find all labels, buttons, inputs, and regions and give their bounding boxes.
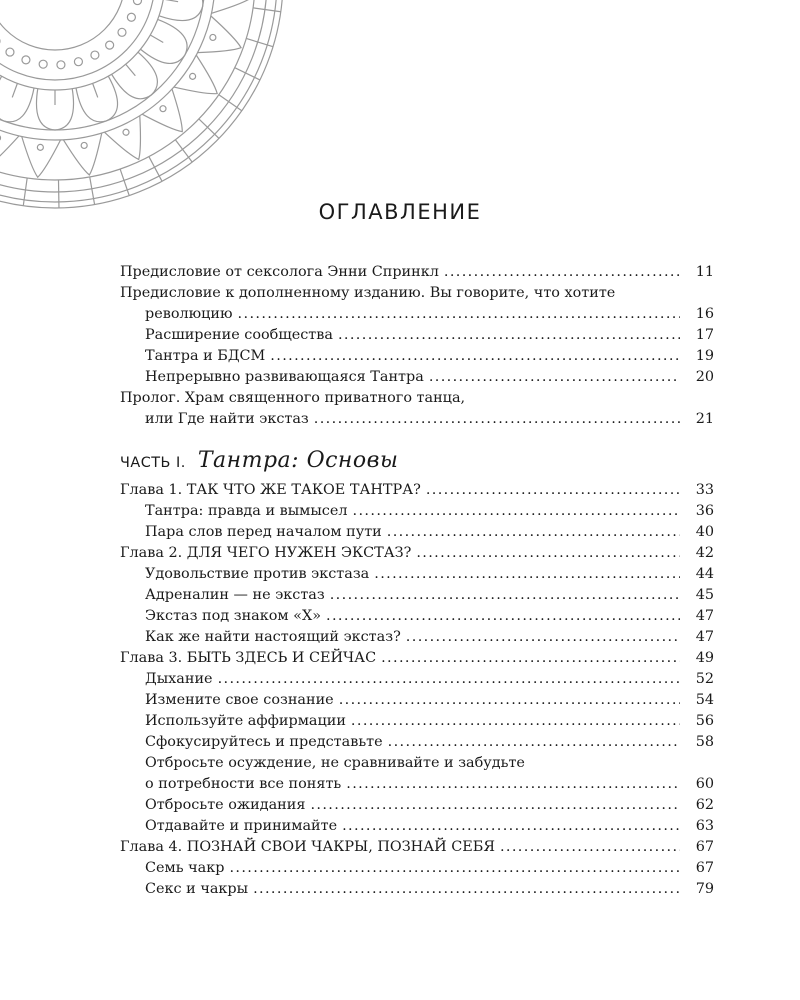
toc-page-number: 47 bbox=[695, 608, 714, 624]
dot-leader bbox=[353, 501, 680, 522]
toc-page-number: 52 bbox=[695, 671, 714, 687]
toc-entry-row bbox=[145, 711, 714, 732]
toc-entry[interactable] bbox=[120, 711, 714, 732]
dot-leader bbox=[229, 858, 680, 879]
toc-entry-row bbox=[145, 606, 714, 627]
toc-entry-row bbox=[145, 795, 714, 816]
toc-entry-row bbox=[145, 522, 714, 543]
mandala-ornament bbox=[0, 0, 300, 215]
toc-entry[interactable] bbox=[120, 795, 714, 816]
toc-entry[interactable] bbox=[120, 522, 714, 543]
part-name: Тантра: Основы bbox=[197, 448, 399, 473]
toc-entry[interactable] bbox=[120, 283, 714, 325]
dot-leader bbox=[426, 480, 680, 501]
toc-entry-row bbox=[120, 480, 714, 501]
toc-entry[interactable] bbox=[120, 837, 714, 858]
toc-entry-text: Отдавайте и принимайте bbox=[145, 818, 338, 834]
toc-entry[interactable] bbox=[120, 627, 714, 648]
toc-entry-text: Как же найти настоящий экстаз? bbox=[145, 629, 401, 645]
toc-page-number: 54 bbox=[695, 692, 714, 708]
toc-entry[interactable] bbox=[120, 388, 714, 430]
toc-entry-row bbox=[145, 858, 714, 879]
toc-page-number: 16 bbox=[695, 306, 714, 322]
toc-entry-row bbox=[145, 816, 714, 837]
toc-entry-row bbox=[145, 627, 714, 648]
toc-entry-text: Отбросьте осуждение, не сравнивайте и забудьте bbox=[145, 755, 525, 771]
toc-entry-text-cont: революцию bbox=[145, 306, 233, 322]
dot-leader bbox=[346, 774, 680, 795]
dot-leader bbox=[314, 409, 680, 430]
toc-entry-text: Глава 3. БЫТЬ ЗДЕСЬ И СЕЙЧАС bbox=[120, 650, 377, 666]
toc-entry-row bbox=[120, 409, 714, 430]
toc-entry-text: Непрерывно развивающаяся Тантра bbox=[145, 369, 424, 385]
dot-leader bbox=[342, 816, 680, 837]
toc-page-number: 67 bbox=[695, 839, 714, 855]
toc-entry-row bbox=[145, 690, 714, 711]
toc-entry[interactable] bbox=[120, 669, 714, 690]
toc-entry[interactable] bbox=[120, 879, 714, 900]
toc-entry-row bbox=[120, 837, 714, 858]
table-of-contents bbox=[120, 262, 714, 900]
toc-entry-text: Глава 1. ТАК ЧТО ЖЕ ТАКОЕ ТАНТРА? bbox=[120, 482, 421, 498]
toc-page-number: 19 bbox=[695, 348, 714, 364]
toc-entry-row bbox=[145, 669, 714, 690]
toc-entry-row bbox=[120, 304, 714, 325]
toc-entry-text: Адреналин — не экстаз bbox=[145, 587, 325, 603]
dot-leader bbox=[429, 367, 680, 388]
toc-page-number: 11 bbox=[695, 264, 714, 280]
toc-entry[interactable] bbox=[120, 753, 714, 795]
toc-entry-text: Глава 4. ПОЗНАЙ СВОИ ЧАКРЫ, ПОЗНАЙ СЕБЯ bbox=[120, 839, 495, 855]
dot-leader bbox=[381, 648, 680, 669]
toc-entry-text: Секс и чакры bbox=[145, 881, 249, 897]
toc-page-number: 47 bbox=[695, 629, 714, 645]
part-heading bbox=[120, 450, 714, 474]
toc-entry-row bbox=[145, 774, 714, 795]
toc-entry-text: Удовольствие против экстаза bbox=[145, 566, 370, 582]
toc-page-number: 45 bbox=[695, 587, 714, 603]
toc-entry-text: Отбросьте ожидания bbox=[145, 797, 306, 813]
toc-entry[interactable] bbox=[120, 367, 714, 388]
dot-leader bbox=[326, 606, 680, 627]
toc-entry-text: Тантра: правда и вымысел bbox=[145, 503, 348, 519]
dot-leader bbox=[500, 837, 680, 858]
toc-page-number: 40 bbox=[695, 524, 714, 540]
toc-page-number: 21 bbox=[695, 411, 714, 427]
dot-leader bbox=[444, 262, 680, 283]
toc-page-number: 63 bbox=[695, 818, 714, 834]
dot-leader bbox=[351, 711, 680, 732]
toc-entry-row bbox=[145, 367, 714, 388]
toc-entry[interactable] bbox=[120, 648, 714, 669]
dot-leader bbox=[387, 522, 680, 543]
toc-entry-row bbox=[145, 325, 714, 346]
toc-entry-text: Пара слов перед началом пути bbox=[145, 524, 382, 540]
toc-page-number: 42 bbox=[695, 545, 714, 561]
toc-page-number: 49 bbox=[695, 650, 714, 666]
toc-entry-text: Тантра и БДСМ bbox=[145, 348, 266, 364]
dot-leader bbox=[374, 564, 680, 585]
toc-entry[interactable] bbox=[120, 480, 714, 501]
toc-page-number: 20 bbox=[695, 369, 714, 385]
toc-page-number: 79 bbox=[695, 881, 714, 897]
toc-entry[interactable] bbox=[120, 858, 714, 879]
dot-leader bbox=[388, 732, 680, 753]
toc-entry[interactable] bbox=[120, 585, 714, 606]
toc-entry-text: Сфокусируйтесь и представьте bbox=[145, 734, 383, 750]
toc-entry-row bbox=[145, 585, 714, 606]
toc-entry-text: Расширение сообщества bbox=[145, 327, 333, 343]
toc-entry-row bbox=[120, 543, 714, 564]
toc-entry-text: Дыхание bbox=[145, 671, 213, 687]
dot-leader bbox=[338, 325, 680, 346]
toc-page-number: 36 bbox=[695, 503, 714, 519]
toc-entry-text: Предисловие от сексолога Энни Спринкл bbox=[120, 264, 439, 280]
toc-entry[interactable] bbox=[120, 325, 714, 346]
toc-entry[interactable] bbox=[120, 816, 714, 837]
toc-entry[interactable] bbox=[120, 564, 714, 585]
toc-entry-row bbox=[145, 564, 714, 585]
toc-entry[interactable] bbox=[120, 501, 714, 522]
toc-entry[interactable] bbox=[120, 606, 714, 627]
toc-entry[interactable] bbox=[120, 346, 714, 367]
toc-entry-text: Семь чакр bbox=[145, 860, 225, 876]
toc-entry-row bbox=[145, 732, 714, 753]
toc-entry-row bbox=[120, 262, 714, 283]
toc-page-number: 56 bbox=[695, 713, 714, 729]
dot-leader bbox=[270, 346, 680, 367]
toc-entry-text: Используйте аффирмации bbox=[145, 713, 346, 729]
toc-entry-text: Измените свое сознание bbox=[145, 692, 334, 708]
toc-page-number: 60 bbox=[695, 776, 714, 792]
toc-page-number: 58 bbox=[695, 734, 714, 750]
dot-leader bbox=[330, 585, 680, 606]
dot-leader bbox=[253, 879, 680, 900]
dot-leader bbox=[416, 543, 680, 564]
toc-entry-row bbox=[120, 648, 714, 669]
toc-entry-row bbox=[145, 346, 714, 367]
dot-leader bbox=[238, 304, 680, 325]
toc-entry-text: Пролог. Храм священного приватного танца, bbox=[120, 390, 466, 406]
toc-entry-row bbox=[145, 879, 714, 900]
toc-entry-text-cont: о потребности все понять bbox=[145, 776, 342, 792]
dot-leader bbox=[218, 669, 680, 690]
toc-page-number: 17 bbox=[695, 327, 714, 343]
toc-page-number: 33 bbox=[695, 482, 714, 498]
dot-leader bbox=[339, 690, 680, 711]
toc-entry-text: Экстаз под знаком «Х» bbox=[145, 608, 322, 624]
toc-page-number: 62 bbox=[695, 797, 714, 813]
dot-leader bbox=[406, 627, 680, 648]
toc-entry[interactable] bbox=[120, 262, 714, 283]
toc-title: ОГЛАВЛЕНИЕ bbox=[318, 200, 482, 224]
toc-entry[interactable] bbox=[120, 543, 714, 564]
toc-entry-text: Глава 2. ДЛЯ ЧЕГО НУЖЕН ЭКСТАЗ? bbox=[120, 545, 412, 561]
toc-page-number: 44 bbox=[695, 566, 714, 582]
dot-leader bbox=[310, 795, 680, 816]
toc-entry-row bbox=[145, 501, 714, 522]
toc-entry-text-cont: или Где найти экстаз bbox=[145, 411, 309, 427]
part-label: ЧАСТЬ I. bbox=[120, 455, 186, 471]
toc-entry[interactable] bbox=[120, 690, 714, 711]
toc-page-number: 67 bbox=[695, 860, 714, 876]
toc-entry[interactable] bbox=[120, 732, 714, 753]
toc-entry-text: Предисловие к дополненному изданию. Вы говорите, что хотите bbox=[120, 285, 616, 301]
